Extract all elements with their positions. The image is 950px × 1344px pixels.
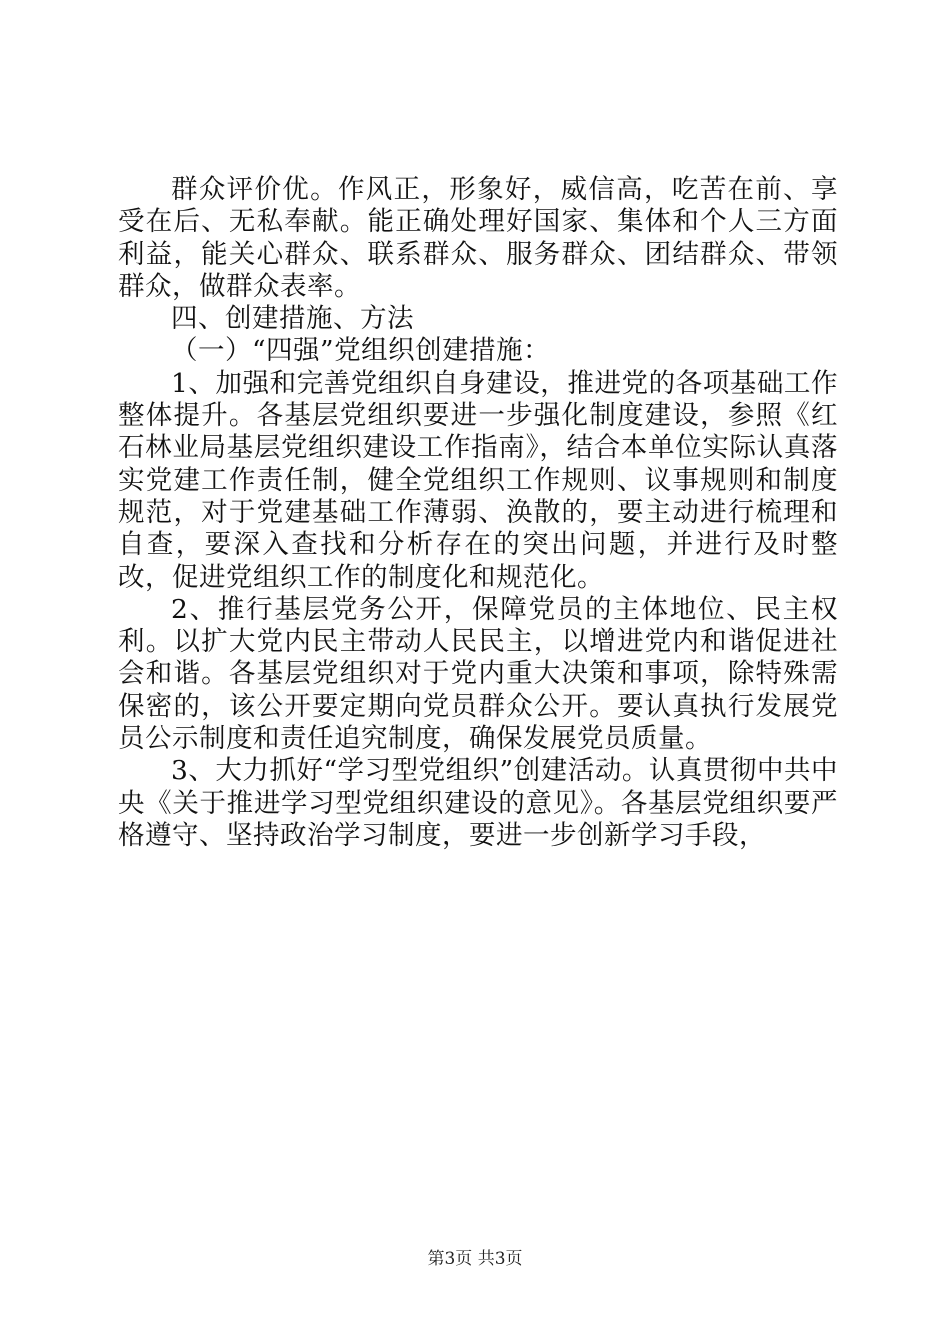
- paragraph-item-1: 1、加强和完善党组织自身建设，推进党的各项基础工作整体提升。各基层党组织要进一步强化制度建设，参照《红石林业局基层党组织建设工作指南》，结合本单位实际认真落实党建工作责任制，健全党组织工作规则、议事规则和制度规范，对于党建基础工作薄弱、涣散的，要主动进行梳理和自查，要深入查找和分析存在的突出问题，并进行及时整改，促进党组织工作的制度化和规范化。: [118, 367, 838, 593]
- section-heading-measures: 四、创建措施、方法: [171, 303, 414, 335]
- page-footer: 第3页 共3页: [427, 1249, 523, 1269]
- paragraph-item-2: 2、推行基层党务公开，保障党员的主体地位、民主权利。以扩大党内民主带动人民民主，以增进党内和谐促进社会和谐。各基层党组织对于党内重大决策和事项，除特殊需保密的，该公开要定期向党员群众公开。要认真执行发展党员公示制度和责任追究制度，确保发展党员质量。: [118, 593, 838, 755]
- paragraph-masses-evaluation: 群众评价优。作风正，形象好，威信高，吃苦在前、享受在后、无私奉献。能正确处理好国家、集体和个人三方面利益，能关心群众、联系群众、服务群众、团结群众、带领群众，做群众表率。: [118, 174, 838, 302]
- document-body: [118, 174, 838, 852]
- subsection-heading-four-strong: （一）“四强”党组织创建措施：: [171, 335, 551, 367]
- paragraph-item-3: 3、大力抓好“学习型党组织”创建活动。认真贯彻中共中央《关于推进学习型党组织建设的意见》。各基层党组织要严格遵守、坚持政治学习制度，要进一步创新学习手段，: [118, 755, 838, 851]
